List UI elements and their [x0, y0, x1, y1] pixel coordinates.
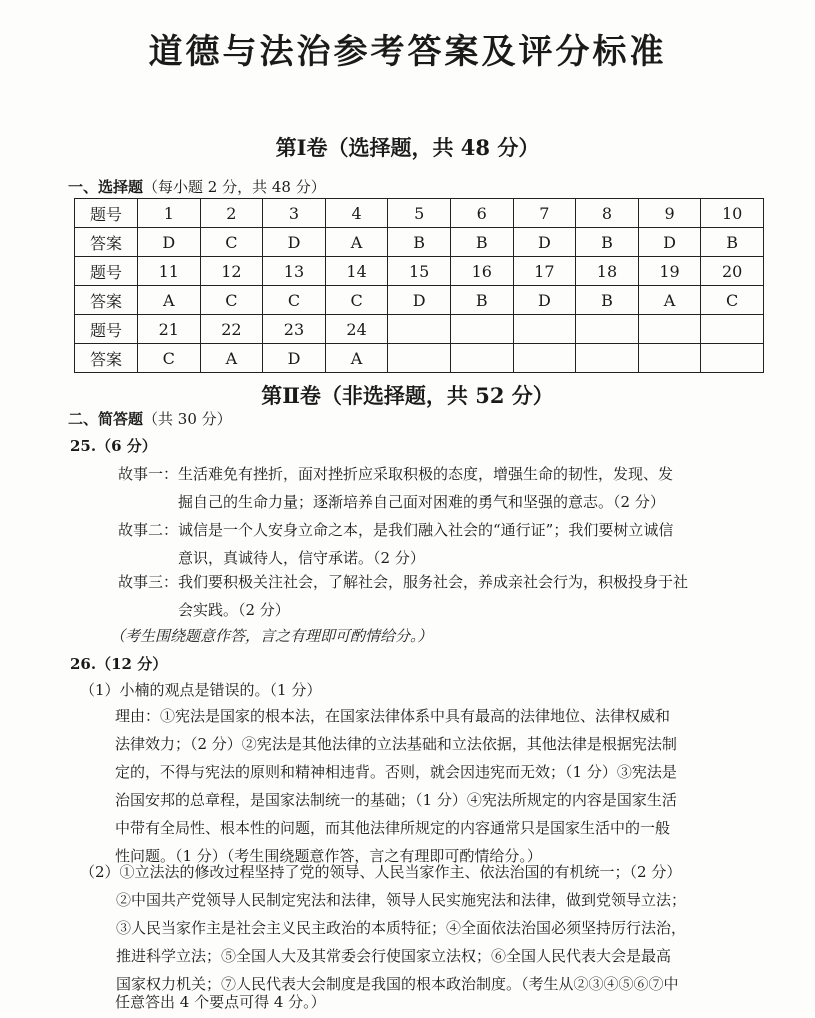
section2-note: （共 30 分） [143, 410, 232, 428]
story1-label: 故事一： [118, 465, 179, 483]
section2-title: 二、简答题 [68, 410, 144, 428]
part2-line: ②中国共产党领导人民制定宪法和法律，领导人民实施宪法和法律，做到党领导立法； [116, 891, 687, 909]
row-label: 答案 [75, 286, 138, 315]
answer-row [75, 228, 764, 257]
reason-line: 理由：①宪法是国家的根本法，在国家法律体系中具有最高的法律地位、法律权威和 [115, 707, 671, 725]
answer-cell: D [638, 228, 701, 257]
q25-story2 [118, 516, 778, 572]
reason-line: 性问题。（1 分）（考生围绕题意作答，言之有理即可酌情给分。） [115, 847, 542, 865]
reason-line: 治国安邦的总章程，是国家法制统一的基础；（1 分）④宪法所规定的内容是国家生活 [115, 791, 677, 809]
row-label: 答案 [75, 228, 138, 257]
answer-cell [638, 344, 701, 373]
answer-cell: B [701, 228, 764, 257]
question-number-cell: 13 [263, 257, 326, 286]
answer-cell [701, 344, 764, 373]
answer-cell: D [388, 286, 451, 315]
row-label: 题号 [75, 199, 138, 228]
answer-row [75, 286, 764, 315]
reason-line: 定的，不得与宪法的原则和精神相违背。否则，就会因违宪而无效；（1 分）③宪法是 [115, 763, 677, 781]
section1-note: （每小题 2 分，共 48 分） [143, 178, 326, 196]
story2-line1: 诚信是一个人安身立命之本，是我们融入社会的“通行证”；我们要树立诚信 [178, 521, 674, 539]
answer-table [74, 198, 764, 373]
answer-cell: D [513, 228, 576, 257]
question-number-row [75, 257, 764, 286]
question-number-cell [513, 315, 576, 344]
question-number-cell [701, 315, 764, 344]
row-label: 答案 [75, 344, 138, 373]
q26-heading: 26.（12 分） [70, 655, 168, 673]
question-number-cell: 1 [138, 199, 201, 228]
question-number-cell: 23 [263, 315, 326, 344]
part2-line: 国家权力机关；⑦人民代表大会制度是我国的根本政治制度。（考生从②③④⑤⑥⑦中 [116, 975, 679, 993]
question-number-cell: 15 [388, 257, 451, 286]
question-number-cell: 4 [325, 199, 388, 228]
answer-cell [388, 344, 451, 373]
answer-cell: B [576, 286, 639, 315]
section2-heading [68, 408, 232, 429]
question-number-cell: 2 [200, 199, 263, 228]
question-number-cell [638, 315, 701, 344]
answer-cell: C [263, 286, 326, 315]
row-label: 题号 [75, 315, 138, 344]
question-number-cell [388, 315, 451, 344]
question-number-cell: 5 [388, 199, 451, 228]
question-number-cell: 16 [450, 257, 513, 286]
answer-cell: C [200, 228, 263, 257]
q26-final-line: 任意答出 4 个要点可得 4 分。） [115, 993, 326, 1011]
question-number-row [75, 315, 764, 344]
answer-cell [576, 344, 639, 373]
question-number-cell: 3 [263, 199, 326, 228]
question-number-cell: 6 [450, 199, 513, 228]
answer-cell: A [325, 228, 388, 257]
section1-title: 一、选择题 [68, 178, 144, 196]
part2-line: 推进科学立法；⑤全国人大及其常委会行使国家立法权；⑥全国人民代表大会是最高 [116, 947, 672, 965]
q25-remark: （考生围绕题意作答，言之有理即可酌情给分。） [110, 627, 433, 645]
question-number-cell: 22 [200, 315, 263, 344]
page-title: 道德与法治参考答案及评分标准 [148, 32, 667, 72]
answer-cell [450, 344, 513, 373]
section1-heading [68, 176, 326, 197]
story3-label: 故事三： [118, 573, 179, 591]
story3-line2: 会实践。（2 分） [178, 601, 290, 619]
question-number-cell: 8 [576, 199, 639, 228]
answer-cell: A [325, 344, 388, 373]
question-number-cell: 17 [513, 257, 576, 286]
answer-cell: C [701, 286, 764, 315]
part2-line: ③人民当家作主是社会主义民主政治的本质特征；④全面依法治国必须坚持厉行法治， [116, 919, 687, 937]
question-number-cell: 11 [138, 257, 201, 286]
reason-line: 中带有全局性、根本性的问题，而其他法律所规定的内容通常只是国家生活中的一般 [115, 819, 671, 837]
q26-part1-reason [115, 702, 775, 870]
question-number-cell: 9 [638, 199, 701, 228]
question-number-cell: 24 [325, 315, 388, 344]
question-number-cell: 21 [138, 315, 201, 344]
answer-cell: A [638, 286, 701, 315]
story3-line1: 我们要积极关注社会，了解社会，服务社会，养成亲社会行为，积极投身于社 [178, 573, 689, 591]
volume1-title: 第Ⅰ卷（选择题，共 48 分） [275, 135, 540, 160]
answer-cell: B [576, 228, 639, 257]
volume2-title: 第Ⅱ卷（非选择题，共 52 分） [261, 383, 554, 408]
answer-cell: B [388, 228, 451, 257]
question-number-cell: 12 [200, 257, 263, 286]
story1-line2: 掘自己的生命力量；逐渐培养自己面对困难的勇气和坚强的意志。（2 分） [178, 493, 665, 511]
story2-label: 故事二： [118, 521, 179, 539]
question-number-cell: 18 [576, 257, 639, 286]
answer-cell: D [263, 344, 326, 373]
q25-story1 [118, 460, 778, 516]
question-number-cell: 19 [638, 257, 701, 286]
answer-cell: C [325, 286, 388, 315]
answer-cell: D [138, 228, 201, 257]
answer-cell: D [513, 286, 576, 315]
q26-part2 [80, 858, 780, 998]
question-number-cell [450, 315, 513, 344]
answer-cell: A [138, 286, 201, 315]
answer-cell: A [200, 344, 263, 373]
q26-part1-intro: （1）小楠的观点是错误的。（1 分） [80, 681, 322, 699]
q25-story3 [118, 568, 778, 624]
question-number-cell: 14 [325, 257, 388, 286]
answer-cell: D [263, 228, 326, 257]
row-label: 题号 [75, 257, 138, 286]
answer-row [75, 344, 764, 373]
answer-cell: C [138, 344, 201, 373]
answer-cell: C [200, 286, 263, 315]
answer-cell [513, 344, 576, 373]
question-number-cell [576, 315, 639, 344]
answer-cell: B [450, 228, 513, 257]
question-number-cell: 20 [701, 257, 764, 286]
question-number-row [75, 199, 764, 228]
reason-line: 法律效力；（2 分）②宪法是其他法律的立法基础和立法依据，其他法律是根据宪法制 [115, 735, 677, 753]
story2-line2: 意识，真诚待人，信守承诺。（2 分） [178, 549, 425, 567]
q25-heading: 25.（6 分） [70, 437, 157, 455]
question-number-cell: 10 [701, 199, 764, 228]
answer-cell: B [450, 286, 513, 315]
part2-line: （2）①立法法的修改过程坚持了党的领导、人民当家作主、依法治国的有机统一；（2 分） [80, 863, 682, 881]
question-number-cell: 7 [513, 199, 576, 228]
story1-line1: 生活难免有挫折，面对挫折应采取积极的态度，增强生命的韧性，发现、发 [178, 465, 674, 483]
